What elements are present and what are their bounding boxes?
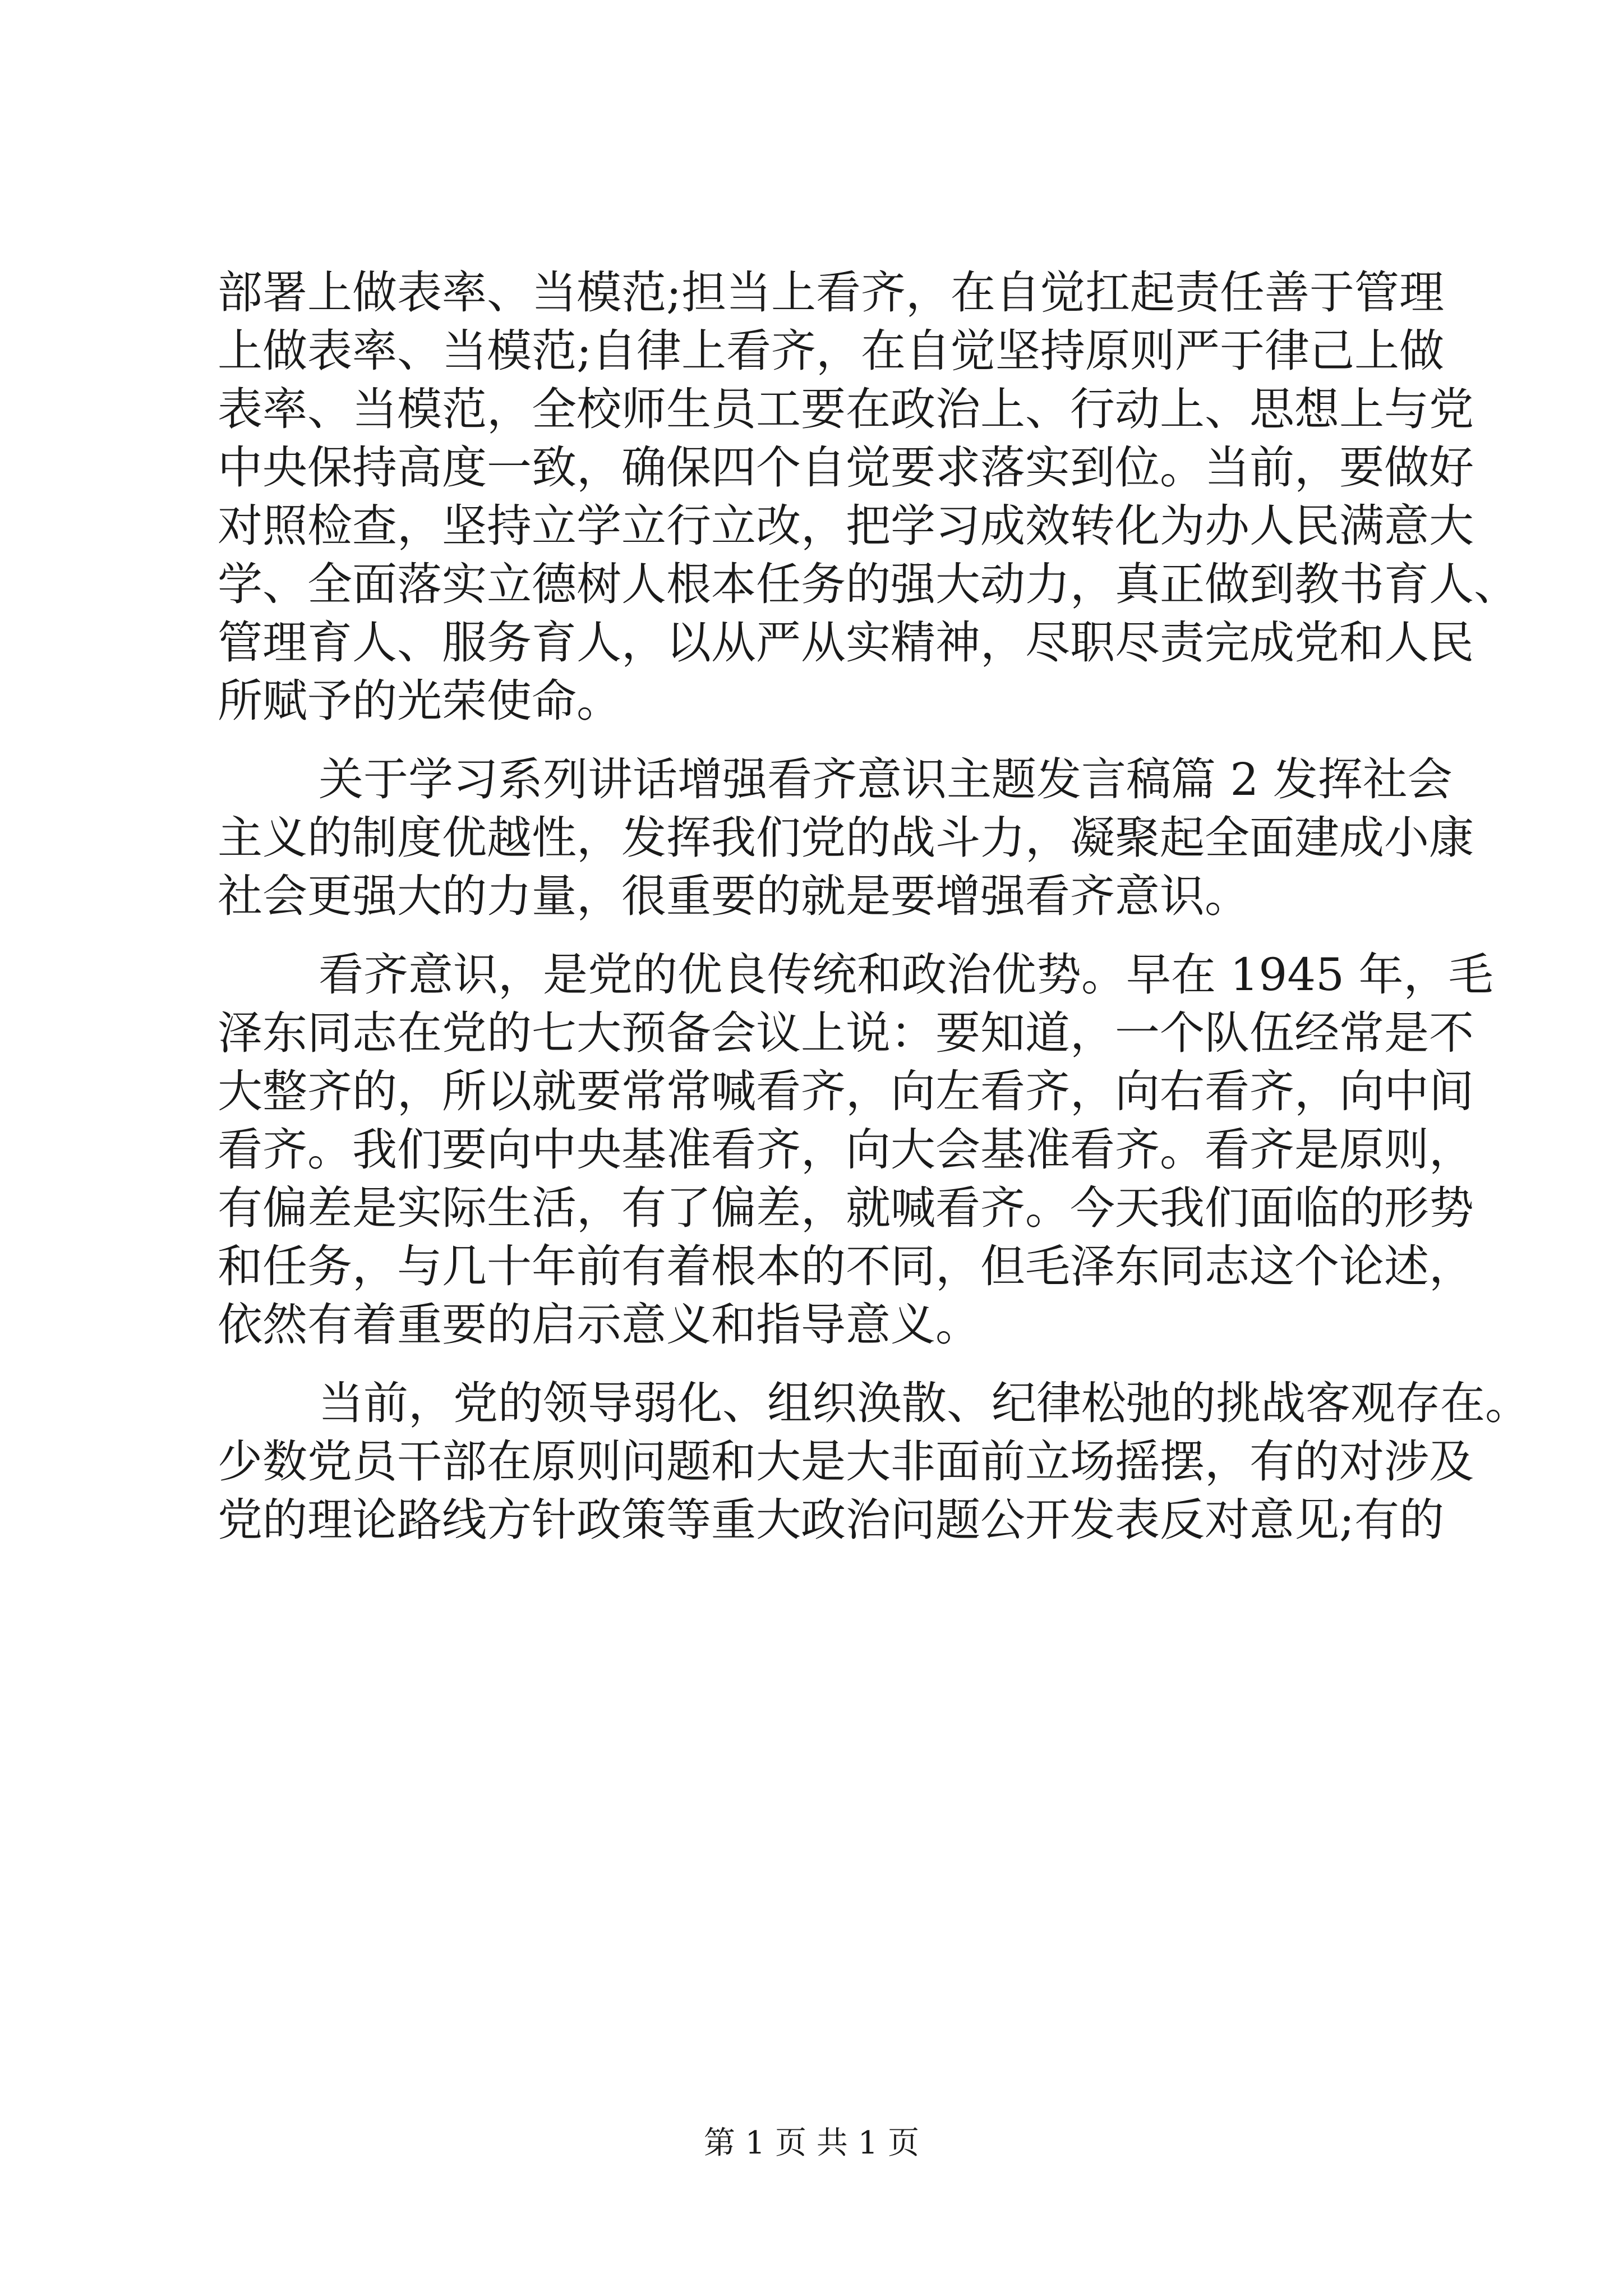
text-line: 社会更强大的力量，很重要的就是要增强看齐意识。 xyxy=(218,870,1249,922)
text-line: 中央保持高度一致，确保四个自觉要求落实到位。当前，要做好 xyxy=(218,441,1474,494)
text-line: 大整齐的，所以就要常常喊看齐，向左看齐，向右看齐，向中间 xyxy=(218,1065,1474,1117)
text-line: 少数党员干部在原则问题和大是大非面前立场摇摆，有的对涉及 xyxy=(218,1435,1474,1488)
text-line: 管理育人、服务育人，以从严从实精神，尽职尽责完成党和人民 xyxy=(218,616,1474,669)
text-line: 对照检查，坚持立学立行立改，把学习成效转化为办人民满意大 xyxy=(218,500,1474,552)
text-line: 当前，党的领导弱化、组织涣散、纪律松弛的挑战客观存在。 xyxy=(319,1377,1530,1429)
text-line: 有偏差是实际生活，有了偏差，就喊看齐。今天我们面临的形势 xyxy=(218,1182,1474,1234)
text-line: 上做表率、当模范;自律上看齐，在自觉坚持原则严于律己上做 xyxy=(218,325,1444,377)
document-body xyxy=(218,264,1530,1570)
paragraph xyxy=(218,1374,1530,1549)
paragraph xyxy=(218,264,1519,730)
paragraph xyxy=(218,751,1474,926)
paragraph xyxy=(218,946,1493,1354)
text-line: 和任务，与几十年前有着根本的不同，但毛泽东同志这个论述， xyxy=(218,1240,1474,1292)
text-line: 部署上做表率、当模范;担当上看齐，在自觉扛起责任善于管理 xyxy=(218,266,1444,319)
text-line: 看齐意识，是党的优良传统和政治优势。早在 1945 年，毛 xyxy=(319,949,1493,1001)
text-line: 主义的制度优越性，发挥我们党的战斗力，凝聚起全面建成小康 xyxy=(218,812,1474,864)
text-line: 党的理论路线方针政策等重大政治问题公开发表反对意见;有的 xyxy=(218,1494,1444,1546)
text-line: 表率、当模范，全校师生员工要在政治上、行动上、思想上与党 xyxy=(218,383,1474,435)
page-footer: 第 1 页 共 1 页 xyxy=(703,2125,920,2161)
text-line: 所赋予的光荣使命。 xyxy=(218,675,621,727)
text-line: 泽东同志在党的七大预备会议上说：要知道，一个队伍经常是不 xyxy=(218,1007,1474,1059)
text-line: 看齐。我们要向中央基准看齐，向大会基准看齐。看齐是原则， xyxy=(218,1124,1474,1176)
text-line: 关于学习系列讲话增强看齐意识主题发言稿篇 2 发挥社会 xyxy=(319,753,1453,806)
text-line: 学、全面落实立德树人根本任务的强大动力，真正做到教书育人、 xyxy=(218,558,1519,610)
text-line: 依然有着重要的启示意义和指导意义。 xyxy=(218,1299,980,1351)
